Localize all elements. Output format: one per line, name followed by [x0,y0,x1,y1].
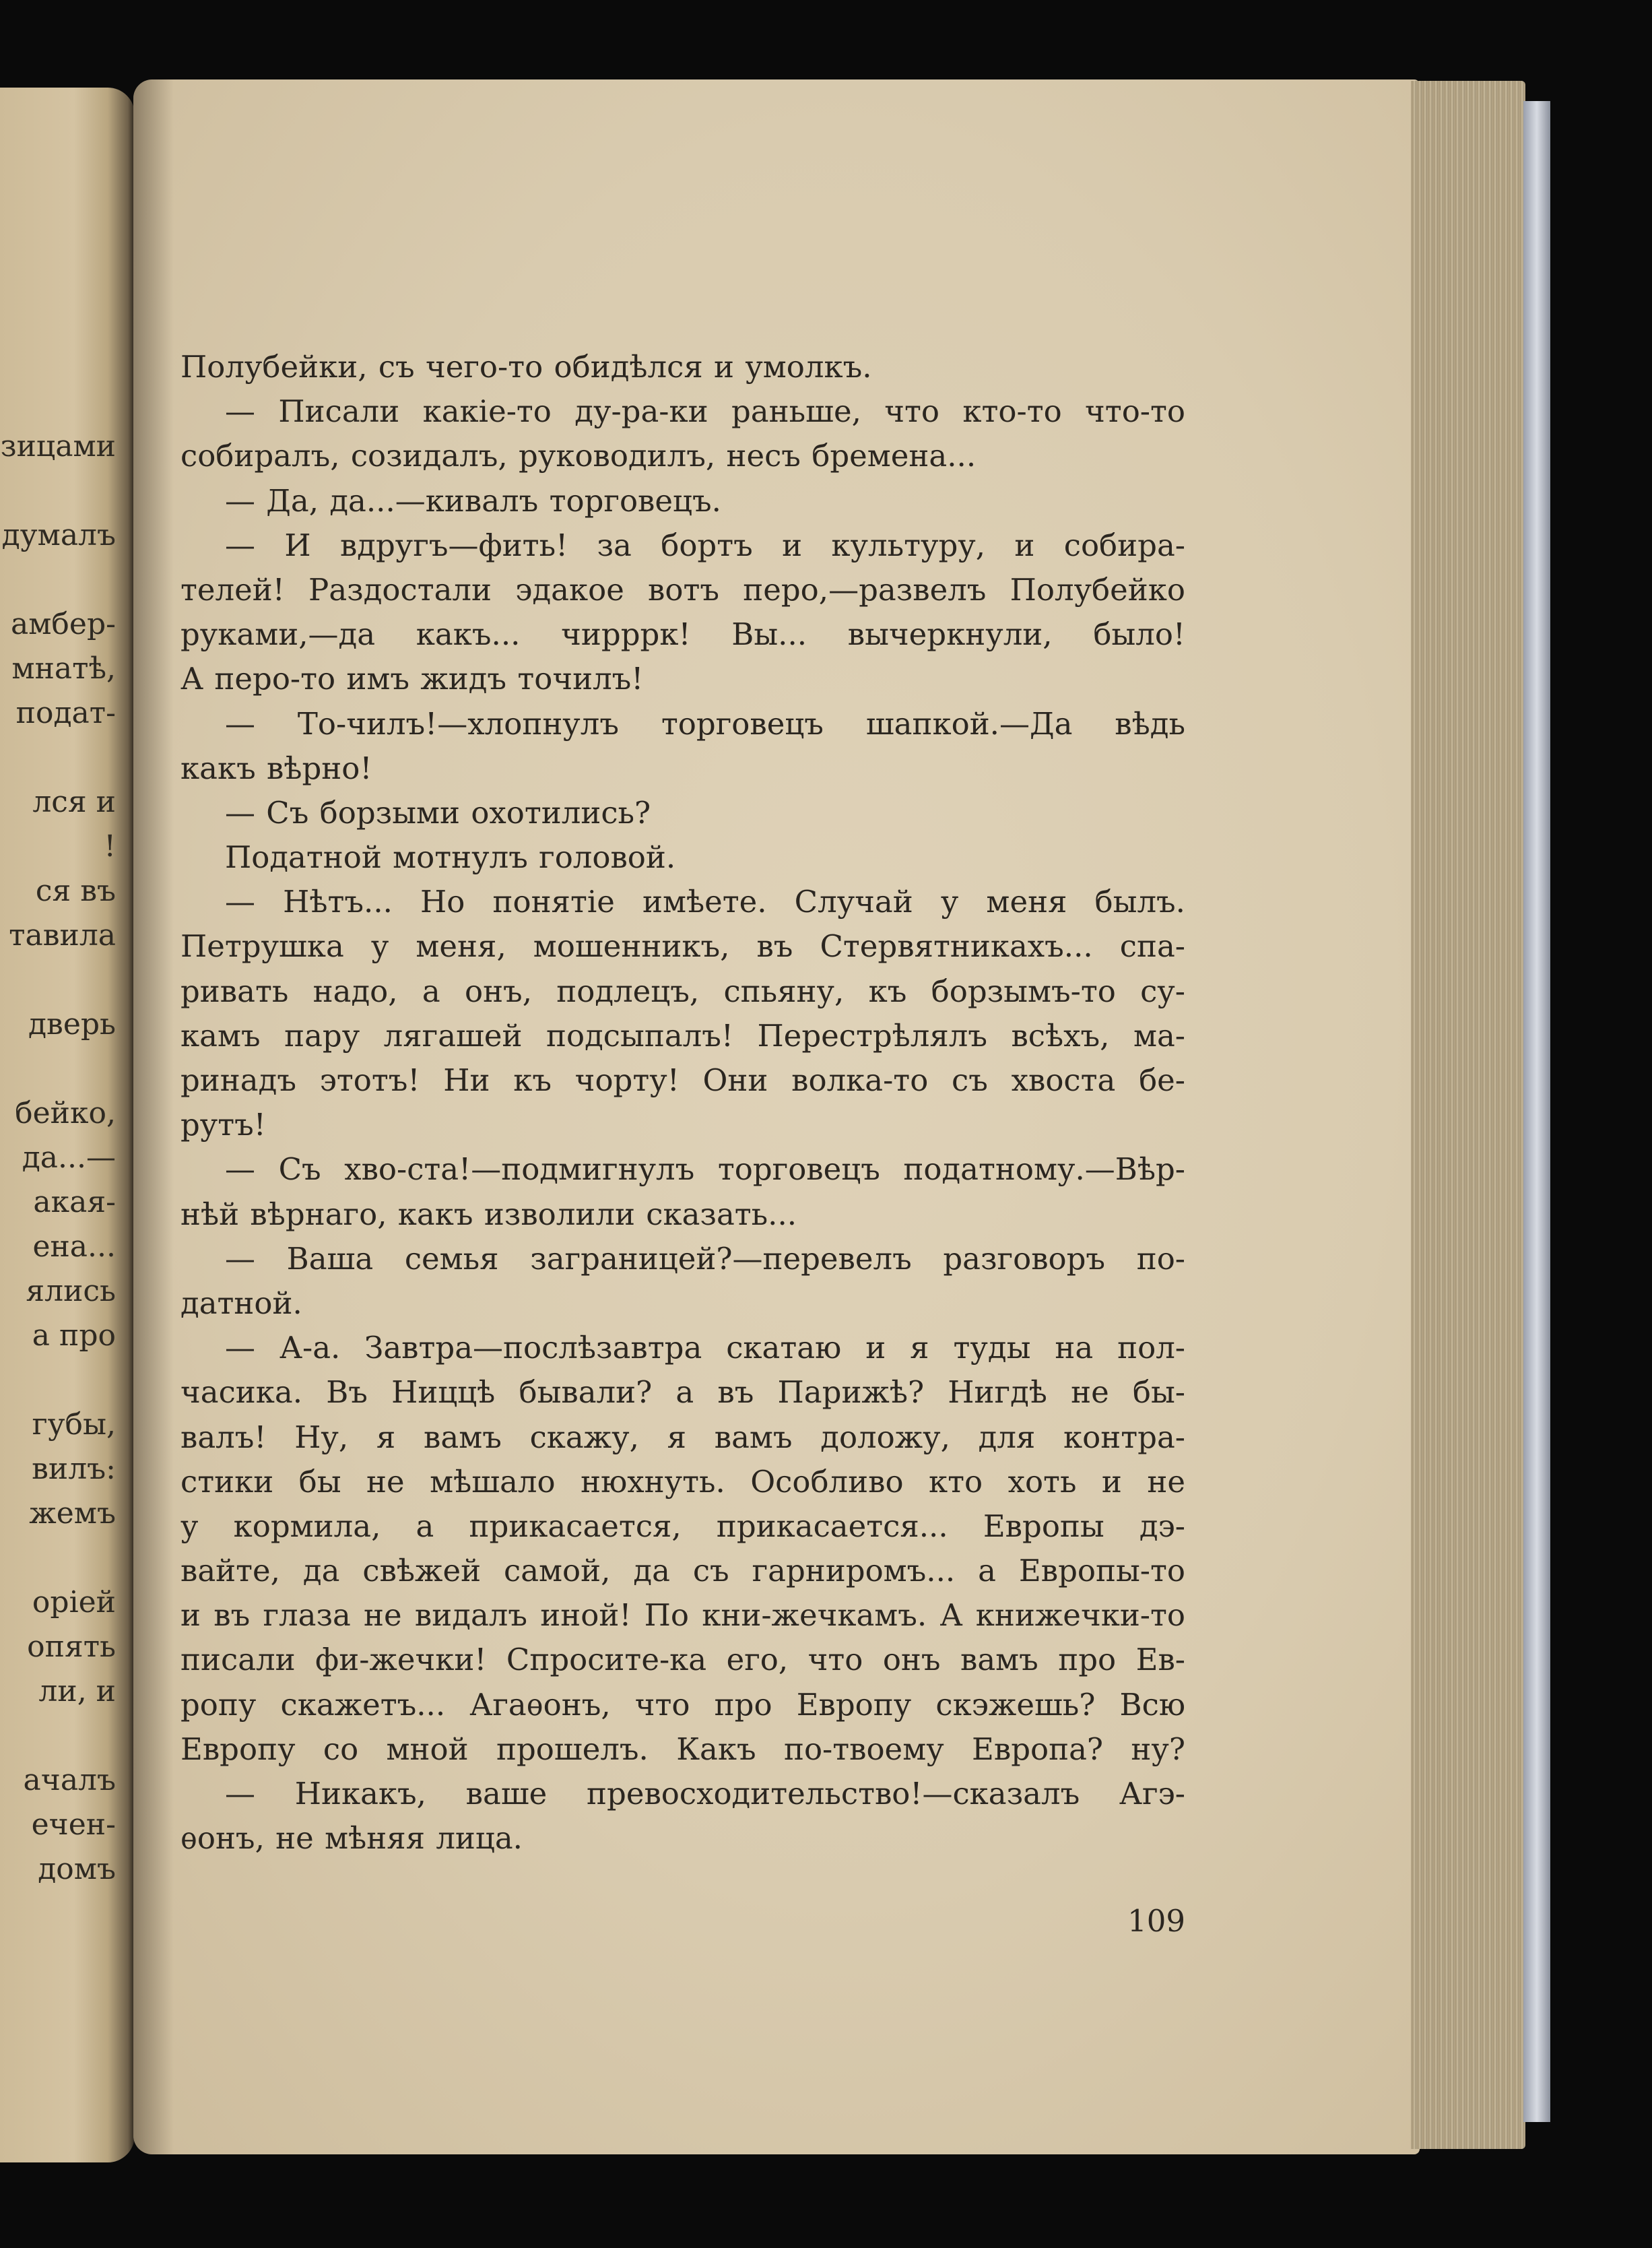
previous-page-fragment: ! [104,829,116,864]
previous-page-fragment: зицами [0,429,116,463]
previous-page-fragment [0,469,116,513]
page-body-text [180,345,1185,1861]
previous-page-fragment: ли, и [38,1674,116,1708]
text-line: руками,—да какъ... чирррк! Вы... вычеркнули, было! [180,616,1185,653]
previous-page-fragment: домъ [38,1852,116,1886]
text-line: писали фи-жечки! Спросите-ка его, что онъ вамъ про Ев- [180,1642,1185,1678]
previous-page-fragment: ялись [26,1274,116,1308]
text-line: — То-чилъ!—хлопнулъ торговецъ шапкой.—Да вѣдь [225,705,1185,742]
previous-page-fragment [0,1047,116,1091]
text-line: рутъ! [180,1107,266,1143]
text-line: Петрушка у меня, мошенникъ, въ Стервятникахъ... спа- [180,928,1185,965]
previous-page [0,88,135,2162]
page-edge-stack [1411,81,1525,2149]
previous-page-fragment: мнатѣ, [11,651,116,686]
previous-page-fragment: жемъ [29,1496,116,1531]
text-line: — Писали какіе-то ду-ра-ки раньше, что кто-то что-то [225,393,1185,430]
text-line: валъ! Ну, я вамъ скажу, я вамъ доложу, для контра- [180,1419,1185,1455]
text-line: Податной мотнулъ головой. [225,839,676,876]
previous-page-fragment: ачалъ [23,1763,116,1797]
text-line: ропу скажетъ... Агаѳонъ, что про Европу скэжешь? Всю [180,1686,1185,1723]
previous-page-fragment: думалъ [1,518,116,552]
text-line: — Нѣтъ... Но понятіе имѣете. Случай у меня былъ. [225,884,1185,920]
text-line: стики бы не мѣшало нюхнуть. Особливо кто хоть и не [180,1463,1185,1500]
text-line: — И вдругъ—фить! за бортъ и культуру, и собира- [225,527,1185,563]
previous-page-fragment: подат- [15,696,116,730]
text-line: ѳонъ, не мѣняя лица. [180,1820,523,1857]
gutter-shadow [133,79,174,2154]
previous-page-fragment: ечен- [31,1807,116,1842]
text-line: датной. [180,1285,302,1321]
text-line: — Ваша семья заграницей?—перевелъ разговоръ по- [225,1240,1185,1277]
previous-page-fragment [0,736,116,780]
previous-page-fragment [0,1714,116,1758]
previous-page-fragment: лся и [32,785,116,819]
previous-page-fragment [0,1536,116,1580]
previous-page-fragment [0,958,116,1002]
text-line: Европу со мной прошелъ. Какъ по-твоему Европа? ну? [180,1731,1185,1767]
text-line: — А-а. Завтра—послѣзавтра скатаю и я туды на пол- [225,1330,1185,1366]
text-line: собиралъ, созидалъ, руководилъ, несъ бремена... [180,438,977,474]
previous-page-fragment: ена... [32,1229,116,1264]
text-line: нѣй вѣрнаго, какъ изволили сказать... [180,1196,797,1232]
text-line: камъ пару лягашей подсыпалъ! Перестрѣлялъ всѣхъ, ма- [180,1017,1185,1054]
text-line: у кормила, а прикасается, прикасается... Европы дэ- [180,1508,1185,1544]
previous-page-fragment [0,558,116,602]
previous-page-fragment: опять [27,1630,116,1664]
text-line: ривать надо, а онъ, подлецъ, спьяну, къ борзымъ-то су- [180,973,1185,1009]
previous-page-fragment: губы, [32,1407,116,1442]
text-line: А перо-то имъ жидъ точилъ! [180,661,644,697]
previous-page-fragment: дверь [28,1007,116,1041]
text-line: какъ вѣрно! [180,750,372,786]
text-line: Полубейки, съ чего-то обидѣлся и умолкъ. [180,349,872,385]
previous-page-fragment: амбер- [10,607,116,641]
previous-page-fragment: бейко, [15,1096,116,1130]
previous-page-fragment: акая- [33,1185,116,1219]
text-line: телей! Раздостали эдакое вотъ перо,—развелъ Полубейко [180,571,1185,608]
text-line: — Никакъ, ваше превосходительство!—сказалъ Агэ- [225,1776,1185,1811]
previous-page-line-fragments [0,424,116,1892]
previous-page-fragment [0,1358,116,1403]
cover-edge [1523,101,1550,2122]
previous-page-fragment: ся въ [35,874,116,908]
text-line: — Съ борзыми охотились? [225,794,651,831]
previous-page-fragment: тавила [9,918,116,953]
text-line: ринадъ этотъ! Ни къ чорту! Они волка-то съ хвоста бе- [180,1062,1185,1098]
previous-page-fragment: вилъ: [32,1452,116,1486]
text-line: и въ глаза не видалъ иной! По кни-жечкамъ. А книжечки-то [180,1597,1185,1634]
text-line: — Да, да...—кивалъ торговецъ. [225,482,721,519]
text-line: — Съ хво-ста!—подмигнулъ торговецъ податному.—Вѣр- [225,1151,1185,1188]
text-line: вайте, да свѣжей самой, да съ гарниромъ... а Европы-то [180,1553,1185,1589]
previous-page-fragment: а про [32,1318,116,1353]
text-line: часика. Въ Ниццѣ бывали? а въ Парижѣ? Нигдѣ не бы- [180,1374,1185,1411]
previous-page-fragment: оріей [32,1585,116,1619]
page-number: 109 [1127,1903,1185,1939]
previous-page-fragment: да...— [22,1141,116,1175]
